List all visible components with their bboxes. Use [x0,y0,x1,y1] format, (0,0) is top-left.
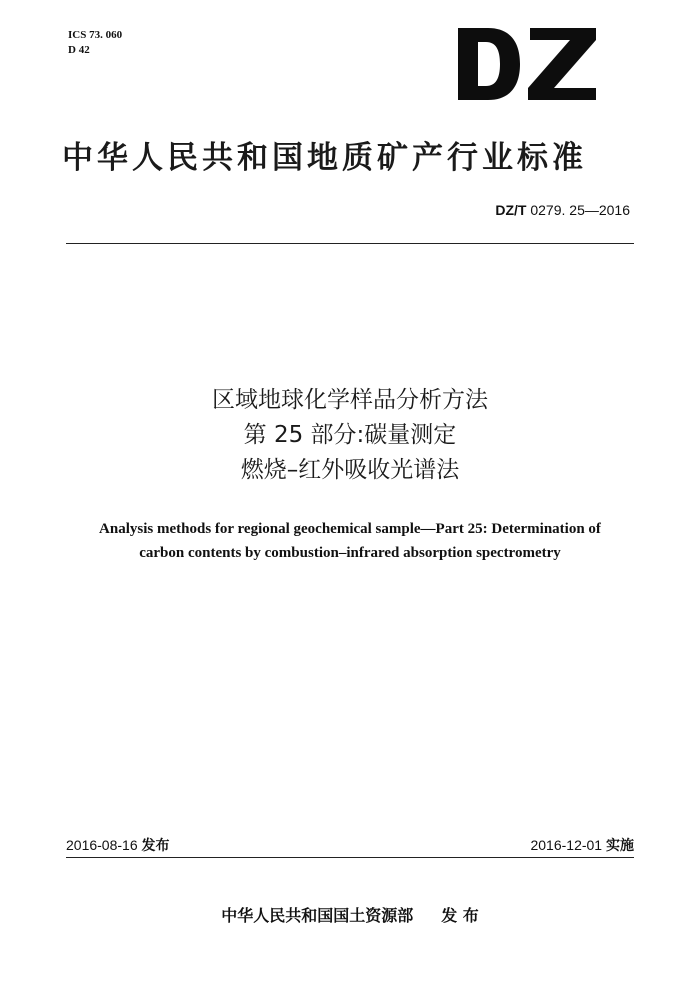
ics-code: ICS 73. 060 [68,29,123,41]
standard-code [495,202,630,218]
bottom-divider [66,857,634,858]
dz-logo [458,28,598,100]
ccs-code: D 42 [68,44,90,56]
issue-date-value: 2016-08-16 [66,837,138,853]
implement-date-label: 实施 [606,838,634,854]
issue-date-label: 发布 [141,838,170,854]
implement-date-value: 2016-12-01 [530,837,603,853]
standard-code-prefix: DZ/T [495,202,527,218]
publisher [0,903,700,926]
chinese-title-line-3: 燃烧–红外吸收光谱法 [240,457,460,483]
classification-codes [68,28,122,58]
logo-letter-z [528,28,596,100]
publisher-action: 发 布 [441,906,479,925]
top-divider [66,243,634,244]
english-title-line-1: Analysis methods for regional geochemical sample—Part 25: Determination of [99,521,601,537]
chinese-title-line-1: 区域地球化学样品分析方法 [212,387,488,413]
logo-letter-d [458,28,520,100]
standard-category-title: 中华人民共和国地质矿产行业标准 [62,140,587,176]
english-title-line-2: carbon contents by combustion–infrared absorption spectrometry [139,545,561,561]
implement-date [530,835,634,855]
dz-logo-graphic [458,28,598,100]
issue-date [66,835,170,855]
english-title [40,517,660,565]
standard-code-number: 0279. 25—2016 [530,202,630,218]
chinese-title [0,383,700,488]
chinese-title-line-2: 第 25 部分:碳量测定 [243,422,457,448]
publisher-name: 中华人民共和国国土资源部 [221,906,414,925]
